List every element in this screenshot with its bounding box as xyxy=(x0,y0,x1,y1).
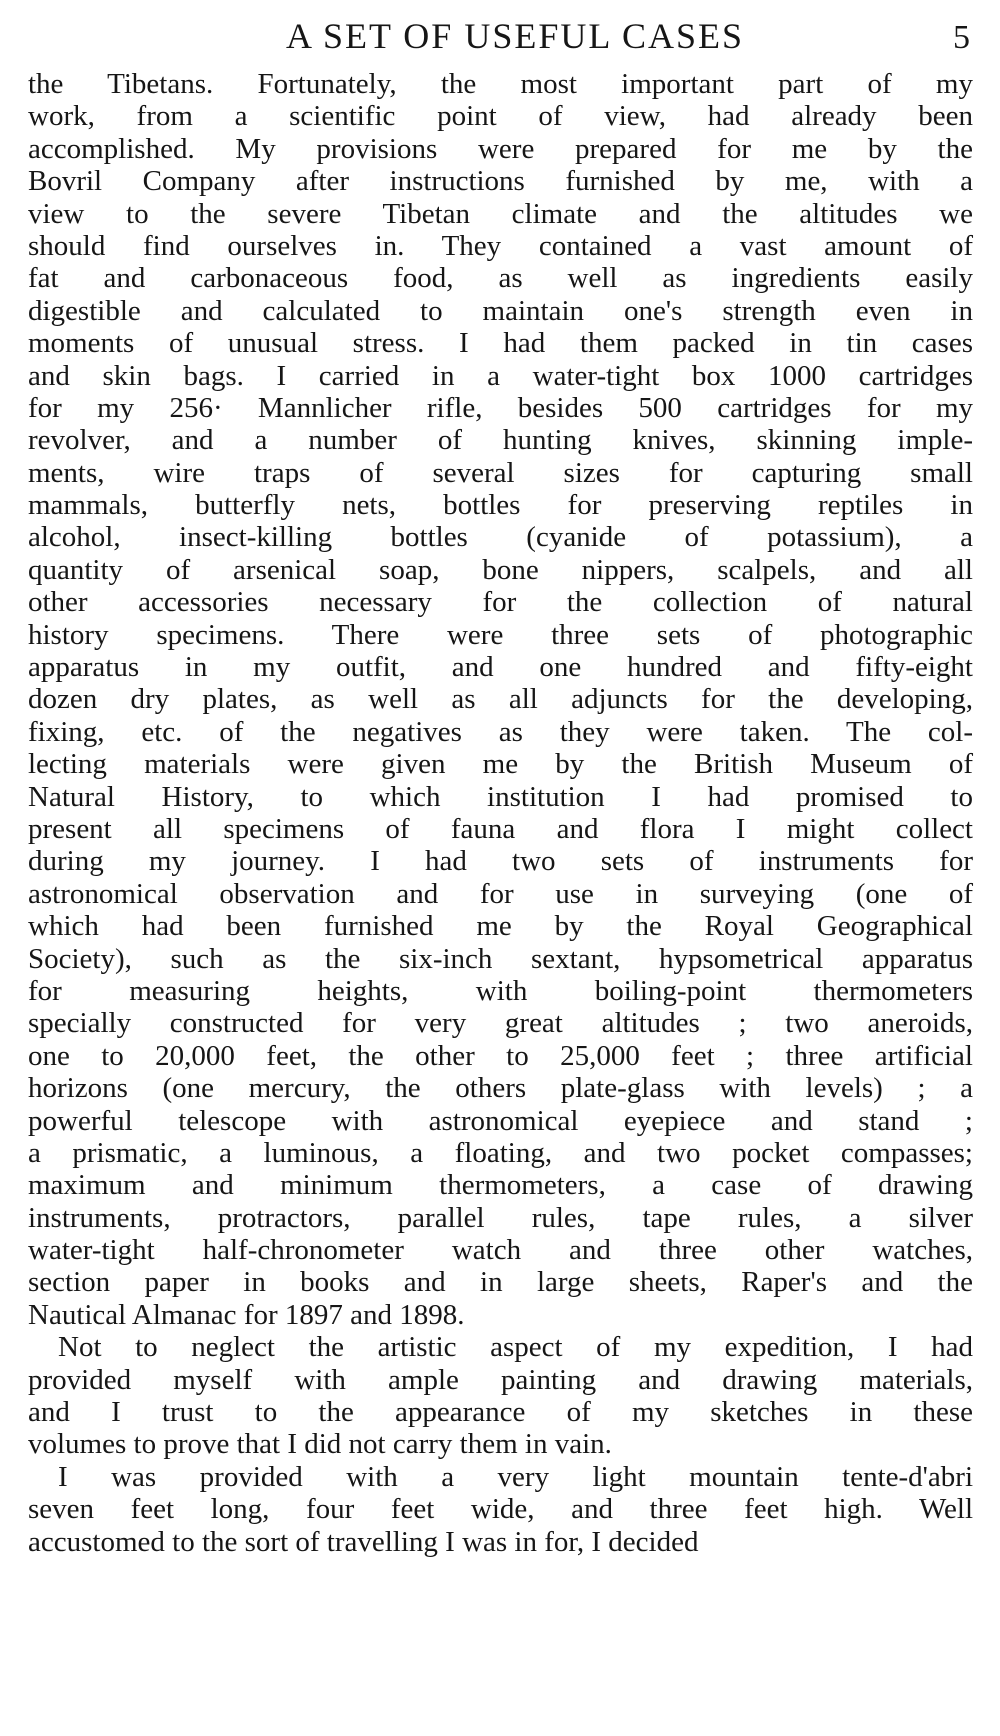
page-header xyxy=(60,14,970,58)
text-line: fixing, etc. of the negatives as they were taken. The col- xyxy=(28,715,973,748)
text-line: fat and carbonaceous food, as well as ingredients easily xyxy=(28,262,973,295)
text-line: for my 256· Mannlicher rifle, besides 500 cartridges for my xyxy=(28,391,973,424)
text-line: revolver, and a number of hunting knives, skinning imple- xyxy=(28,424,973,457)
text-line: should find ourselves in. They contained a vast amount of xyxy=(28,229,973,262)
running-head: A SET OF USEFUL CASES xyxy=(285,16,745,56)
text-line: seven feet long, four feet wide, and three feet high. Well xyxy=(28,1493,973,1526)
text-line: present all specimens of fauna and flora I might collect xyxy=(28,812,973,845)
text-line: provided myself with ample painting and drawing materials, xyxy=(28,1363,973,1396)
text-line: moments of unusual stress. I had them packed in tin cases xyxy=(28,327,973,360)
text-line: maximum and minimum thermometers, a case of drawing xyxy=(28,1169,973,1202)
text-line: powerful telescope with astronomical eyepiece and stand ; xyxy=(28,1104,973,1137)
text-line: Society), such as the six-inch sextant, hypsometrical apparatus xyxy=(28,942,973,975)
text-line: during my journey. I had two sets of instruments for xyxy=(28,845,973,878)
text-line: I was provided with a very light mountain tente-d'abri xyxy=(58,1460,973,1493)
text-line: section paper in books and in large sheets, Raper's and the xyxy=(28,1266,973,1299)
text-line: ments, wire traps of several sizes for capturing small xyxy=(28,456,973,489)
text-line: mammals, butterfly nets, bottles for preserving reptiles in xyxy=(28,489,973,522)
text-line: water-tight half-chronometer watch and three other watches, xyxy=(28,1234,973,1267)
text-line: history specimens. There were three sets of photographic xyxy=(28,618,973,651)
text-line: a prismatic, a luminous, a floating, and two pocket compasses; xyxy=(28,1136,973,1169)
text-line: other accessories necessary for the collection of natural xyxy=(28,586,973,619)
text-line: specially constructed for very great altitudes ; two aneroids, xyxy=(28,1007,973,1040)
text-line: one to 20,000 feet, the other to 25,000 feet ; three artificial xyxy=(28,1039,973,1072)
body-text xyxy=(28,68,973,1558)
text-line: and I trust to the appearance of my sketches in these xyxy=(28,1396,973,1429)
text-line: quantity of arsenical soap, bone nippers, scalpels, and all xyxy=(28,553,973,586)
text-line: view to the severe Tibetan climate and the altitudes we xyxy=(28,197,973,230)
text-line: horizons (one mercury, the others plate-glass with levels) ; a xyxy=(28,1072,973,1105)
text-line: work, from a scientific point of view, had already been xyxy=(28,100,973,133)
text-line: accomplished. My provisions were prepared for me by the xyxy=(28,132,973,165)
text-line: accustomed to the sort of travelling I was in for, I decided xyxy=(28,1525,699,1558)
text-line: alcohol, insect-killing bottles (cyanide of potassium), a xyxy=(28,521,973,554)
text-line: dozen dry plates, as well as all adjuncts for the developing, xyxy=(28,683,973,716)
text-line: Nautical Almanac for 1897 and 1898. xyxy=(28,1298,465,1331)
text-line: astronomical observation and for use in surveying (one of xyxy=(28,877,973,910)
text-line: instruments, protractors, parallel rules, tape rules, a silver xyxy=(28,1201,973,1234)
text-line: which had been furnished me by the Royal Geographical xyxy=(28,910,973,943)
text-line: volumes to prove that I did not carry them in vain. xyxy=(28,1428,612,1461)
text-line: and skin bags. I carried in a water-tight box 1000 cartridges xyxy=(28,359,973,392)
paragraph xyxy=(28,1461,973,1558)
text-line: Bovril Company after instructions furnished by me, with a xyxy=(28,165,973,198)
text-line: digestible and calculated to maintain one's strength even in xyxy=(28,294,973,327)
text-line: lecting materials were given me by the British Museum of xyxy=(28,748,973,781)
paragraph xyxy=(28,1331,973,1461)
text-line: the Tibetans. Fortunately, the most important part of my xyxy=(28,68,973,100)
text-line: apparatus in my outfit, and one hundred and fifty-eight xyxy=(28,651,973,684)
text-line: Not to neglect the artistic aspect of my expedition, I had xyxy=(58,1331,973,1364)
text-line: Natural History, to which institution I had promised to xyxy=(28,780,973,813)
paragraph xyxy=(28,68,973,1331)
page-number: 5 xyxy=(953,19,970,56)
text-line: for measuring heights, with boiling-point thermometers xyxy=(28,974,973,1007)
